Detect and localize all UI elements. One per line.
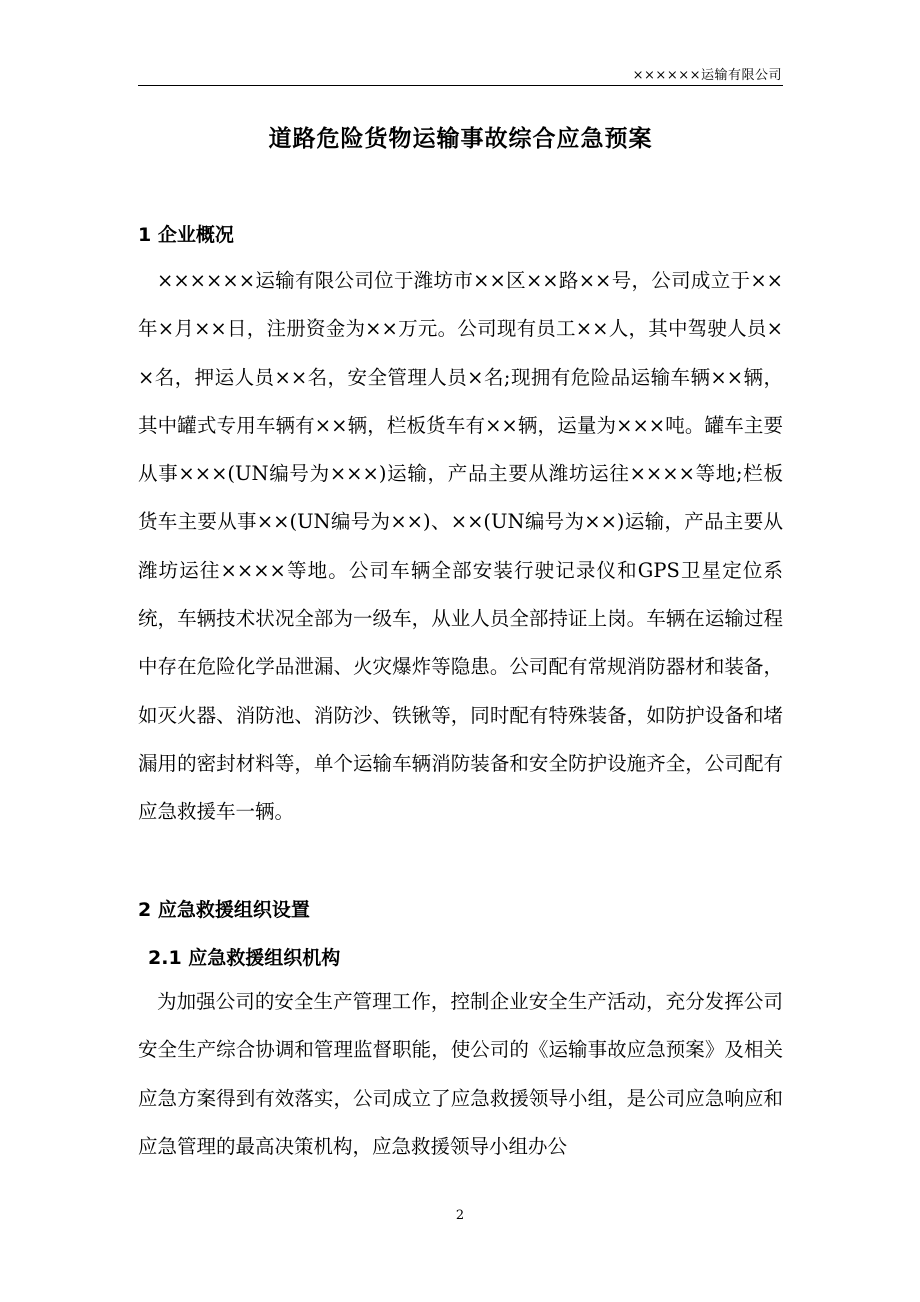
section-2-1-heading: 2.1 应急救援组织机构 [148,947,341,969]
section-1-paragraph: ××××××运输有限公司位于潍坊市××区××路××号，公司成立于××年×月××日，注册资金为××万元。公司现有员工××人，其中驾驶人员××名，押运人员××名，安全管理人员×名;现拥有危险品运输车辆××辆，其中罐式专用车辆有××辆，栏板货车有××辆，运量为×××吨。罐车主要从事×××(UN编号为×××)运输，产品主要从潍坊运往××××等地;栏板货车主要从事××(UN编号为××)、××(UN编号为××)运输，产品主要从潍坊运往××××等地。公司车辆全部安装行驶记录仪和GPS卫星定位系统，车辆技术状况全部为一级车，从业人员全部持证上岗。车辆在运输过程中存在危险化学品泄漏、火灾爆炸等隐患。公司配有常规消防器材和装备，如灭火器、消防池、消防沙、铁锹等，同时配有特殊装备，如防护设备和堵漏用的密封材料等，单个运输车辆消防装备和安全防护设施齐全，公司配有应急救援车一辆。 [138,269,783,824]
page-number: 2 [455,1208,465,1223]
header-company-name: ××××××运输有限公司 [632,68,782,83]
section-2-1-paragraph: 为加强公司的安全生产管理工作，控制企业安全生产活动，充分发挥公司安全生产综合协调和管理监督职能，使公司的《运输事故应急预案》及相关应急方案得到有效落实，公司成立了应急救援领导小组，是公司应急响应和应急管理的最高决策机构，应急救援领导小组办公 [138,990,783,1158]
section-2-heading: 2 应急救援组织设置 [138,899,310,921]
section-1-heading: 1 企业概况 [138,224,234,246]
header-divider [138,85,783,86]
document-title: 道路危险货物运输事故综合应急预案 [268,126,653,152]
